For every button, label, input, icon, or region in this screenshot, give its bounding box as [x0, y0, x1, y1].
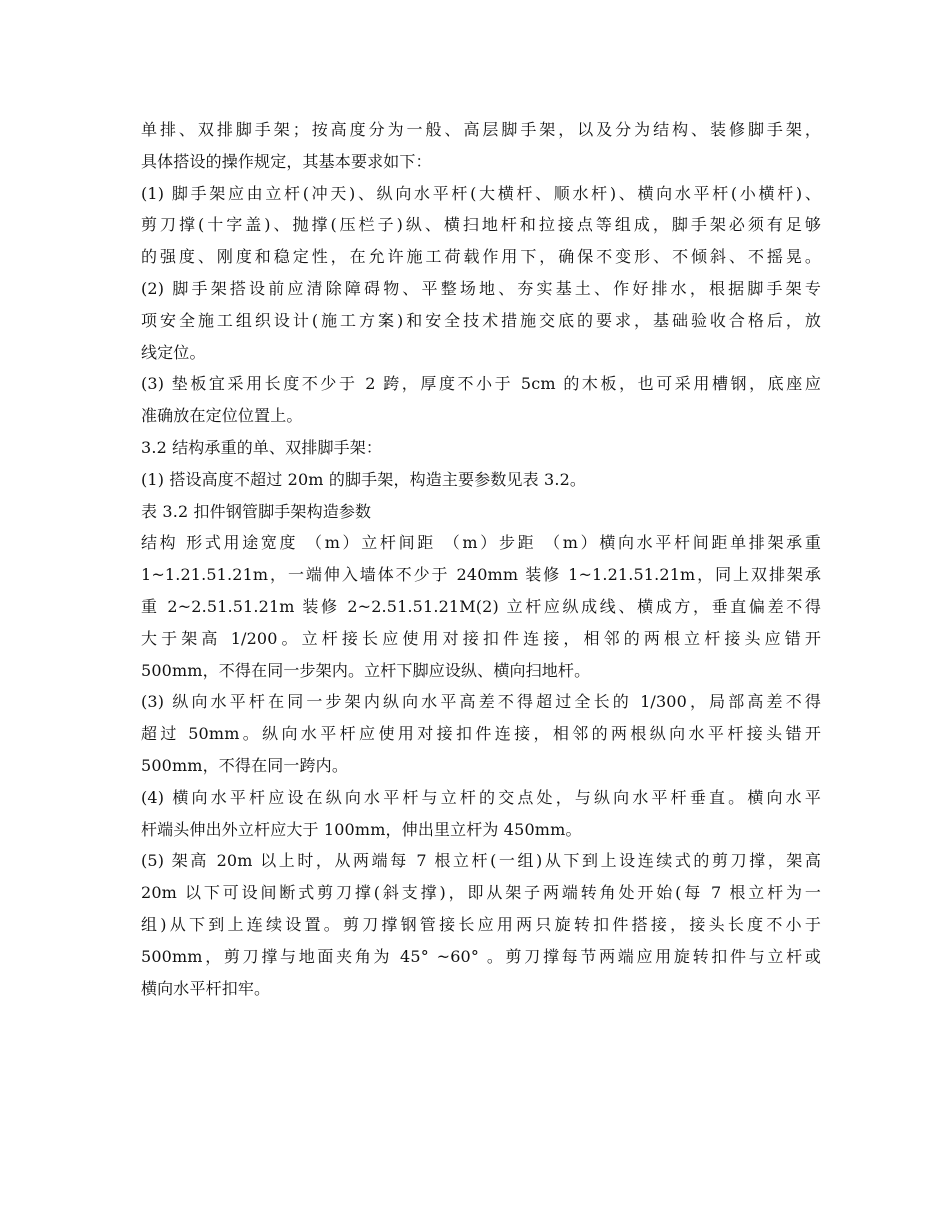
- text-line: 1~1.21.51.21m，一端伸入墙体不少于 240mm 装修 1~1.21.51.21m，同上双排架承: [141, 565, 821, 585]
- text-line: 500mm，剪刀撑与地面夹角为 45° ~60° 。剪刀撑每节两端应用旋转扣件与立杆或: [141, 946, 821, 966]
- text-line: 3.2 结构承重的单、双排脚手架：: [141, 437, 383, 457]
- text-line: 20m 以下可设间断式剪刀撑(斜支撑)，即从架子两端转角处开始(每 7 根立杆为一: [141, 883, 821, 903]
- text-line: 剪刀撑(十字盖)、抛撑(压栏子)纵、横扫地杆和拉接点等组成，脚手架必须有足够: [141, 215, 821, 235]
- text-line: 的强度、刚度和稳定性，在允许施工荷载作用下，确保不变形、不倾斜、不摇晃。: [141, 247, 821, 267]
- text-line: (3) 垫板宜采用长度不少于 2 跨，厚度不小于 5cm 的木板，也可采用槽钢，底座应: [141, 374, 821, 394]
- document-body: [141, 114, 821, 1004]
- text-line: 大于架高 1/200。立杆接长应使用对接扣件连接，相邻的两根立杆接头应错开: [141, 628, 821, 648]
- text-line: 杆端头伸出外立杆应大于 100mm，伸出里立杆为 450mm。: [141, 819, 582, 839]
- text-line: 横向水平杆扣牢。: [141, 978, 271, 998]
- text-line: 具体搭设的操作规定，其基本要求如下：: [141, 151, 432, 171]
- text-line: 表 3.2 扣件钢管脚手架构造参数: [141, 501, 372, 521]
- text-line: 项安全施工组织设计(施工方案)和安全技术措施交底的要求，基础验收合格后，放: [141, 310, 821, 330]
- text-line: 单排、双排脚手架；按高度分为一般、高层脚手架，以及分为结构、装修脚手架，: [141, 120, 821, 139]
- text-line: 线定位。: [141, 342, 206, 362]
- text-line: 500mm，不得在同一跨内。: [141, 755, 348, 775]
- text-line: (1) 脚手架应由立杆(冲天)、纵向水平杆(大横杆、顺水杆)、横向水平杆(小横杆)、: [141, 183, 821, 203]
- text-line: 500mm，不得在同一步架内。立杆下脚应设纵、横向扫地杆。: [141, 660, 591, 680]
- text-line: (3) 纵向水平杆在同一步架内纵向水平高差不得超过全长的 1/300，局部高差不得: [141, 692, 821, 712]
- text-line: 准确放在定位位置上。: [141, 406, 303, 426]
- text-line: 超过 50mm。纵向水平杆应使用对接扣件连接，相邻的两根纵向水平杆接头错开: [141, 724, 821, 744]
- text-line: (5) 架高 20m 以上时，从两端每 7 根立杆(一组)从下到上设连续式的剪刀撑，架高: [141, 851, 821, 871]
- text-line: 组)从下到上连续设置。剪刀撑钢管接长应用两只旋转扣件搭接，接头长度不小于: [141, 914, 821, 934]
- text-line: (1) 搭设高度不超过 20m 的脚手架，构造主要参数见表 3.2。: [141, 469, 587, 489]
- text-line: 结构 形式用途宽度 （m）立杆间距 （m）步距 （m）横向水平杆间距单排架承重: [141, 533, 821, 553]
- text-line: (2) 脚手架搭设前应清除障碍物、平整场地、夯实基土、作好排水，根据脚手架专: [141, 278, 821, 298]
- text-line: (4) 横向水平杆应设在纵向水平杆与立杆的交点处，与纵向水平杆垂直。横向水平: [141, 787, 821, 807]
- text-line: 重 2~2.51.51.21m 装修 2~2.51.51.21M(2) 立杆应纵成线、横成方，垂直偏差不得: [141, 596, 821, 616]
